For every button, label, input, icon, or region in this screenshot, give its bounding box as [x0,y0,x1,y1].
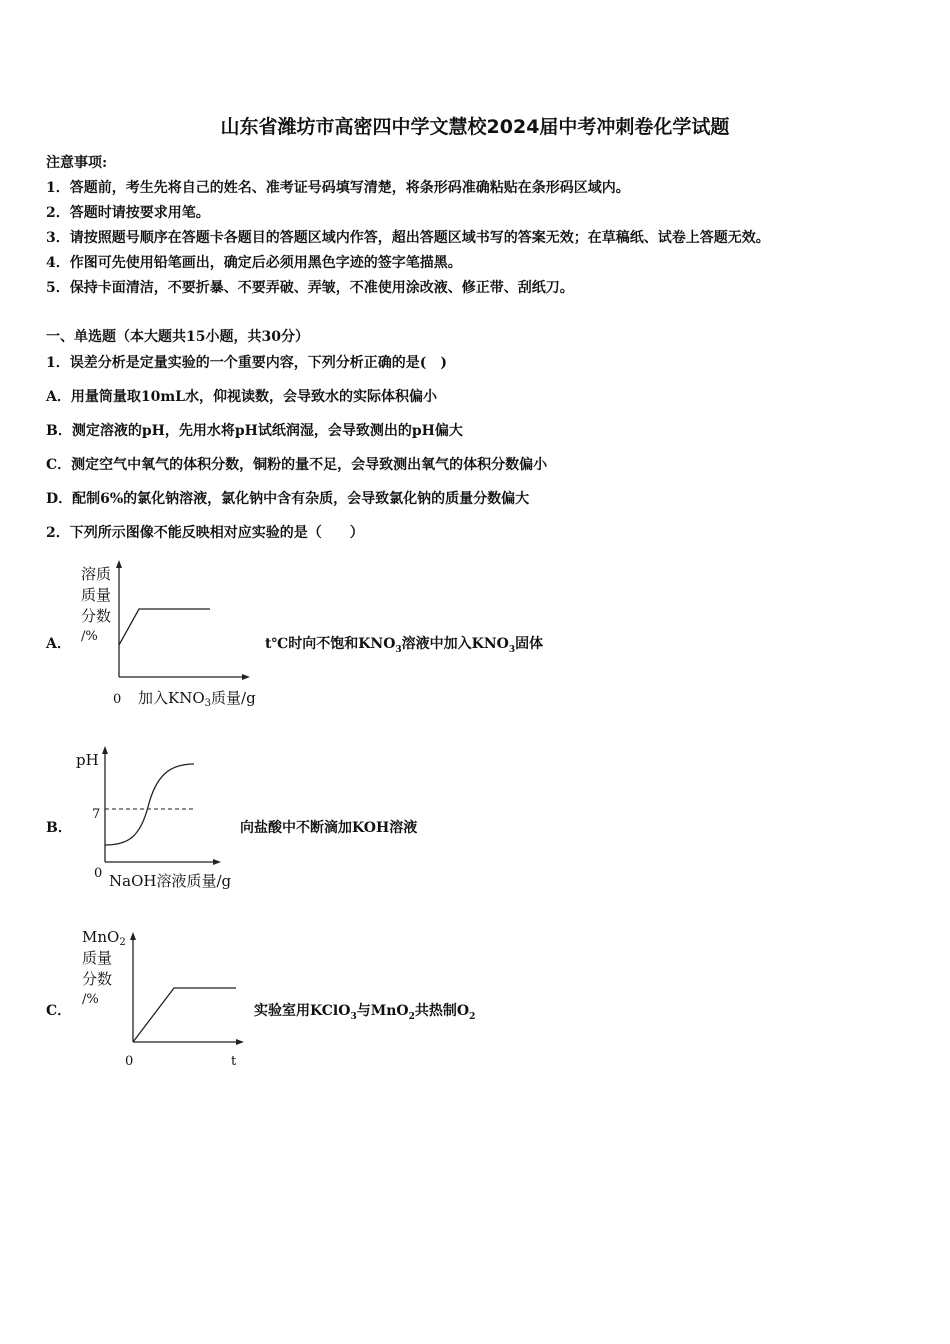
graph-c [70,925,260,1075]
question-2-stem: 2．下列所示图像不能反映相对应实验的是（ ） [46,525,364,541]
graph-b [70,745,250,895]
graph-b-y-arrow [102,746,108,754]
question-1-option-b: B．测定溶液的pH，先用水将pH试纸润湿，会导致测出的pH偏大 [46,423,463,439]
option-c-description: 实验室用KClO$_3$与MnO$_2$共热制$O_2$ [254,1003,476,1022]
graph-c-ylabel-1: MnO$_2$ [82,928,126,948]
graph-a-ylabel-2: 质量 [81,586,112,604]
graph-a-ylabel-1: 溶质 [81,565,112,583]
notice-item: 3．请按照题号顺序在答题卡各题目的答题区域内作答，超出答题区域书写的答案无效；在草稿纸、试卷上答题无效。 [46,230,770,246]
graph-c-origin: 0 [125,1054,134,1069]
graph-a [70,560,280,715]
option-a-description: t℃时向不饱和$KNO_3$溶液中加入$KNO_3$固体 [265,636,544,655]
graph-c-ylabel-2: 质量 [82,949,113,967]
graph-c-x-arrow [236,1039,244,1045]
graph-b-xlabel: NaOH溶液质量/g [109,872,232,890]
graph-b-ylabel: pH [76,751,99,769]
question-1-option-a: A．用量筒量取10mL水，仰视读数，会导致水的实际体积偏小 [46,389,438,405]
graph-a-origin: 0 [113,692,122,707]
option-b-letter: B． [46,820,72,836]
option-b-description: 向盐酸中不断滴加KOH溶液 [240,820,418,836]
graph-b-x-arrow [213,859,221,865]
notice-item: 1．答题前，考生先将自己的姓名、准考证号码填写清楚，将条形码准确粘贴在条形码区域内。 [46,180,630,196]
graph-c-y-arrow [130,932,136,940]
option-c-letter: C． [46,1003,72,1019]
graph-c-ylabel-4: /% [82,992,99,1007]
graph-a-ylabel-3: 分数 [81,607,112,625]
notice-item: 2．答题时请按要求用笔。 [46,205,210,221]
graph-b-origin: 0 [94,866,103,881]
graph-b-ytick-7: 7 [92,807,101,822]
graph-a-curve [119,609,210,645]
graph-b-curve [105,764,194,845]
question-1-stem: 1．误差分析是定量实验的一个重要内容，下列分析正确的是( ) [46,355,447,371]
option-a-letter: A． [46,636,71,652]
question-1-option-c: C．测定空气中氧气的体积分数，铜粉的量不足，会导致测出氧气的体积分数偏小 [46,457,548,473]
notice-item: 4．作图可先使用铅笔画出，确定后必须用黑色字迹的签字笔描黑。 [46,255,462,271]
notice-heading: 注意事项: [46,155,108,171]
question-1-option-d: D．配制6%的氯化钠溶液，氯化钠中含有杂质，会导致氯化钠的质量分数偏大 [46,491,530,507]
graph-a-y-arrow [116,560,122,568]
graph-c-xlabel: t [231,1054,237,1069]
graph-a-ylabel-4: /% [81,629,98,644]
graph-c-ylabel-3: 分数 [82,970,113,988]
graph-c-curve [133,988,236,1042]
graph-a-x-arrow [242,674,250,680]
notice-item: 5．保持卡面清洁，不要折暴、不要弄破、弄皱，不准使用涂改液、修正带、刮纸刀。 [46,280,574,296]
page-title: 山东省潍坊市高密四中学文慧校2024届中考冲刺卷化学试题 [220,116,730,138]
section-heading: 一、单选题（本大题共15小题，共30分） [46,329,309,345]
graph-a-xlabel: 加入$KNO_3$质量/g [138,689,256,709]
